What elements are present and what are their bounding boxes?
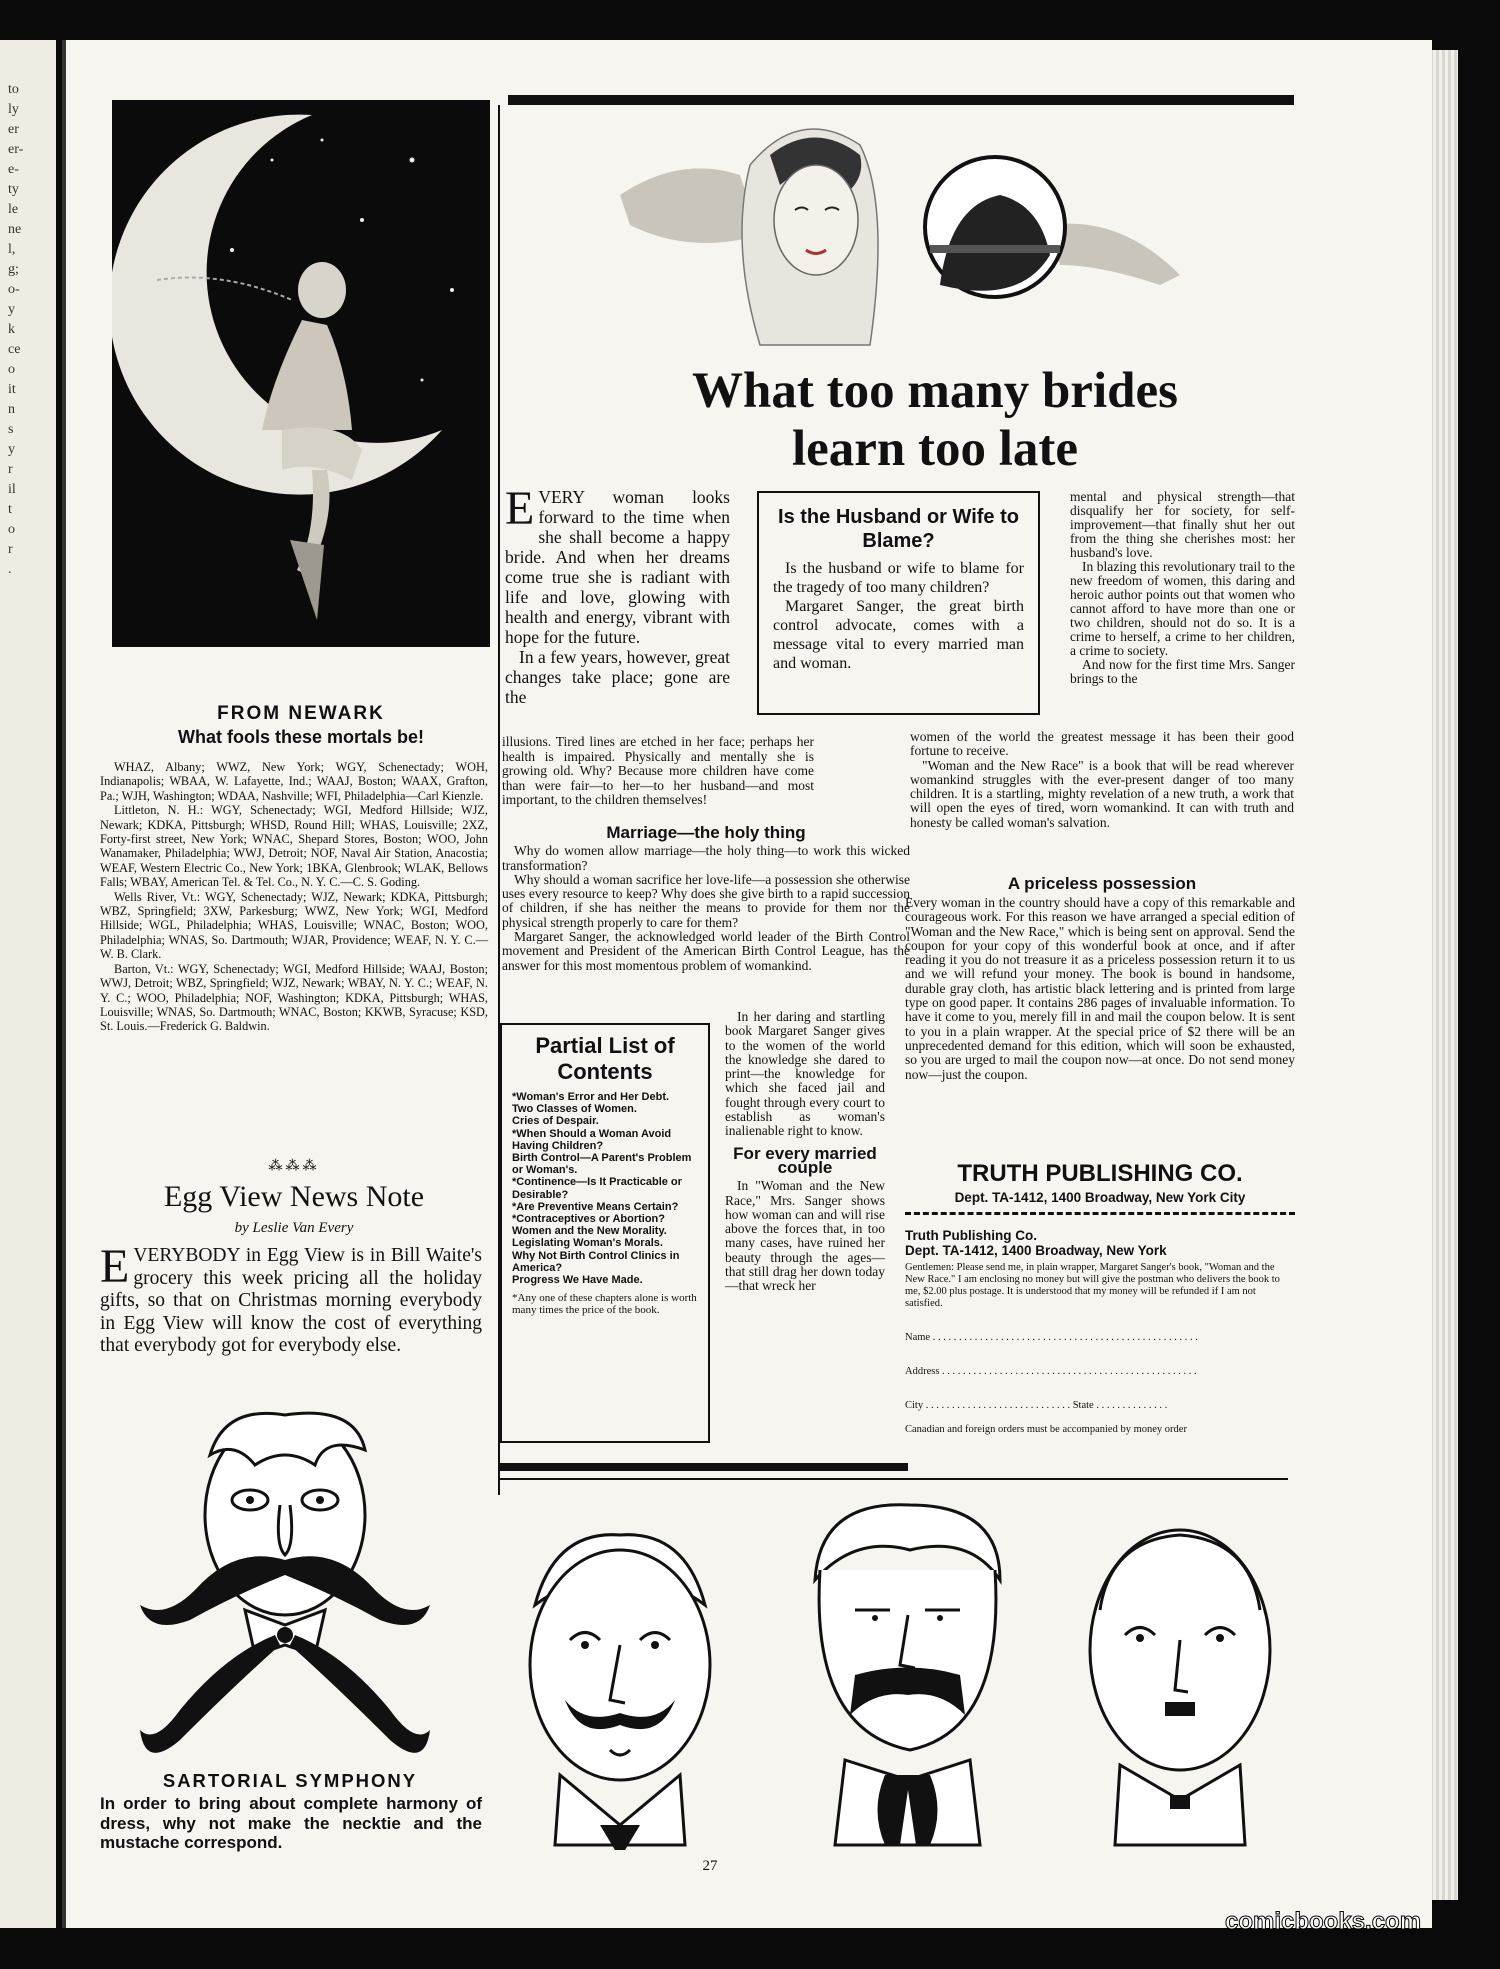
previous-page-fragment: er- [8, 142, 24, 157]
contents-list [512, 1091, 698, 1286]
ad-top-rule [508, 95, 1294, 105]
contents-item: Birth Control—A Parent's Problem or Woman's. [512, 1152, 692, 1177]
egg-view-article [100, 1240, 482, 1358]
ad-headline-line: learn too late [791, 421, 1079, 477]
coupon-footer: Canadian and foreign orders must be accompanied by money order [905, 1424, 1187, 1435]
order-coupon[interactable] [905, 1228, 1295, 1436]
ad-headline [560, 362, 1310, 478]
small-mustache-cartoon [1080, 1520, 1280, 1850]
previous-page-fragment: o [8, 522, 15, 537]
address-label: Address [905, 1366, 940, 1377]
crescent-moon-image [112, 100, 490, 647]
previous-page-fragment: er [8, 122, 19, 137]
drop-cap: E [505, 482, 535, 535]
ad-paragraph: In blazing this revolutionary trail to the new freedom of women, this daring and heroic author points out that women who cannot afford to have more than one or two children, should not do so. It is a crime to herself, a crime to her children, a crime to society. [1070, 559, 1295, 658]
contents-item: Cries of Despair. [512, 1115, 599, 1128]
previous-page-fragments [8, 80, 52, 580]
coupon-company: Truth Publishing Co. [905, 1228, 1037, 1243]
name-label: Name [905, 1332, 931, 1343]
pointed-mustache-cartoon [515, 1525, 725, 1855]
contents-footnote: *Any one of these chapters alone is worth many times the price of the book. [512, 1292, 697, 1317]
ad-column-right-mid [910, 730, 1294, 830]
ad-paragraph: Why should a woman sacrifice her love-life—a possession she otherwise uses every resource to keep? Why does she give birth to a rapid succession of children, if she has neither the means to provide for them nor the physical strength properly to care for them? [502, 871, 910, 930]
sartorial-symphony-title: SARTORIAL SYMPHONY [162, 1770, 418, 1791]
ad-paragraph: And now for the first time Mrs. Sanger brings to the [1070, 657, 1295, 686]
ad-intro [505, 482, 730, 707]
priceless-paragraph: Every woman in the country should have a copy of this remarkable and courageous work. For this reason we have arranged a special edition of "Woman and the New Race," which is being sent on approval. Send the coupon for your copy of this wonderful book at once, and if after reading it you do not treasure it as a priceless possession return it to us and we will refund your money. The book is bound in handsome, durable gray cloth, has artistic black lettering and is printed from large type on good paper. It contains 286 pages of invaluable information. To have it come to you, merely fill in and mail the coupon below. It is sent to you in a plain wrapper. At the special price of $2 there will be an unprecedented demand for this edition, which will soon be exhausted, so you are urged to mail the coupon now—at once. Do not send money now—just the coupon. [905, 895, 1295, 1082]
moon-caption-title: FROM NEWARK [217, 703, 385, 724]
contents-title: Partial List of Contents [535, 1033, 675, 1084]
previous-page-fragment: le [8, 202, 19, 217]
walrus-mustache-cartoon [800, 1490, 1015, 1850]
previous-page-fragment: ne [8, 222, 22, 237]
contents-item: *Woman's Error and Her Debt. [512, 1091, 670, 1103]
marriage-subhead: Marriage—the holy thing [606, 823, 806, 842]
mustache-man-cartoon [135, 1395, 445, 1770]
ad-paragraph: mental and physical strength—that disqualify her for society, for self-improvement—that finally shut her out from the thing she cherishes most: her husband's love. [1070, 489, 1295, 560]
moon-caption-subtitle: What fools these mortals be! [177, 727, 425, 747]
previous-page-fragment: il [8, 482, 16, 497]
previous-page-fragment: to [8, 82, 19, 97]
contents-item: Two Classes of Women. [512, 1103, 637, 1116]
ad-marriage-section [502, 822, 910, 973]
contents-item: Progress We Have Made. [512, 1274, 643, 1287]
ad-headline-line: What too many brides [692, 363, 1178, 419]
moon-illustration [112, 100, 490, 647]
previous-page-fragment: y [8, 302, 15, 317]
previous-page-edge [0, 40, 56, 1928]
previous-page-fragment: it [8, 382, 16, 397]
couple-subhead: For every married couple [733, 1143, 877, 1177]
contents-item: Why Not Birth Control Clinics in America? [512, 1249, 680, 1274]
city-state-field[interactable]: City . . . . . . . . . . . . . . . . . . . . . . . . . . . . State . . . . . . . . . . . . . . [905, 1400, 1168, 1411]
previous-page-fragment: g; [8, 262, 19, 277]
ad-paragraph: "Woman and the New Race" is a book that will be read wherever womankind struggles with the ever-present danger of too many children. It is a startling, mighty revelation of a new truth, a work that will open the eyes of tired, worn womankind. It can with truth and honesty be called woman's salvation. [910, 757, 1294, 830]
site-watermark: comicbooks.com [1225, 1908, 1422, 1935]
city-label: City [905, 1400, 924, 1411]
contents-item: Women and the New Morality. [512, 1225, 667, 1238]
drop-cap: E [100, 1240, 130, 1293]
ad-paragraph: women of the world the greatest message it has been their good fortune to receive. [910, 729, 1294, 759]
station-paragraph: Wells River, Vt.: WGY, Schenectady; WJZ, Newark; KDKA, Pittsburgh; WBZ, Springfield; 3XW, Parkesburg; WWZ, New York; WGI, Medford Hillside; WGL, Philadelphia; WHAS, Louisville; WNAC, Boston; WOO, Philadelphia; WNAS, So. Dartmouth; WJAR, Providence; WEAF, N. Y. C.—W. B. Clark. [100, 889, 488, 962]
state-label: State [1072, 1400, 1094, 1411]
ad-illusions-paragraph: illusions. Tired lines are etched in her face; perhaps her health is impaired. Physically and mentally she is growing old. Why? Because more children have come than were fair—to her—to her husband—and most important, to the children themselves! [502, 734, 814, 807]
contents-item: *Continence—Is It Practicable or Desirable? [512, 1176, 682, 1201]
ad-paragraph: In her daring and startling book Margaret Sanger gives to the women of the world the knowledge she dared to print—the knowledge for which she faced jail and fought through every court to establish as woman's inalienable right to know. [725, 1009, 885, 1139]
station-paragraph: Barton, Vt.: WGY, Schenectady; WGI, Medford Hillside; WAAJ, Boston; WWJ, Detroit; WBZ, Springfield; WJZ, Newark; WBAY, N. Y. C.; WEAF, N. Y. C.; WOO, Philadelphia; NOF, Washington; KDKA, Pittsburgh; WHAS, Louisville; WNAS, So. Dartmouth; WNAC, Boston; KKWB, Syracuse; KSD, St. Louis.—Frederick G. Baldwin. [100, 961, 488, 1034]
previous-page-fragment: n [8, 402, 15, 417]
contents-item: Legislating Woman's Morals. [512, 1237, 663, 1250]
previous-page-fragment: o [8, 362, 15, 377]
previous-page-fragment: k [8, 322, 15, 337]
coupon-cut-line [905, 1212, 1295, 1215]
previous-page-fragment: y [8, 442, 15, 457]
newark-station-list [100, 760, 488, 1034]
station-paragraph: WHAZ, Albany; WWZ, New York; WGY, Schenectady; WOH, Indianapolis; WBAA, W. Lafayette, Ind.; WAAJ, Boston; WAAX, Grafton, Pa.; WJH, Washington; WDAA, Nashville; WFI, Philadelphia—Carl Kienzle. [100, 760, 488, 803]
egg-view-body: VERYBODY in Egg View is in Bill Waite's grocery this week pricing all the holiday gifts, so that on Christmas morning everybody in Egg View will know the cost of everything that everybody got for everybody else. [100, 1245, 482, 1356]
ad-bottom-rule [498, 1463, 908, 1471]
husband-box-paragraph: Is the husband or wife to blame for the tragedy of too many children? [773, 560, 1024, 596]
previous-page-fragment: ce [8, 342, 21, 357]
station-paragraph: Littleton, N. H.: WGY, Schenectady; WGI, Medford Hillside; WJZ, Newark; KDKA, Pittsburgh; WHSD, Round Hill; WHAS, Louisville; 2XZ, Forty-first street, New York; WNAC, Shepard Stores, Boston; WOO, John Wanamaker, Philadelphia; WWJ, Detroit; NOF, Naval Air Station, Anacostia; WEAF, Western Electric Co., New York; 1BKA, Glenbrook; WLAK, Bellows Falls; WBAY, American Tel. & Tel. Co., N. Y. C.—C. S. Goding. [100, 803, 488, 890]
address-field[interactable]: Address . . . . . . . . . . . . . . . . . . . . . . . . . . . . . . . . . . . . . . . . . . . . . . . . . [905, 1366, 1197, 1377]
publisher-name: TRUTH PUBLISHING CO. [957, 1160, 1243, 1187]
previous-page-fragment: t [8, 502, 12, 517]
contents-box [500, 1023, 710, 1443]
contents-item: *When Should a Woman Avoid Having Children? [512, 1127, 672, 1152]
contents-item: *Are Preventive Means Certain? [512, 1200, 679, 1213]
husband-wife-box [757, 491, 1040, 715]
husband-box-title: Is the Husband or Wife to Blame? [778, 506, 1019, 552]
previous-page-fragment: ly [8, 102, 19, 117]
ad-narrow-column [725, 1010, 885, 1294]
previous-page-fragment: r [8, 542, 13, 557]
previous-page-fragment: r [8, 462, 13, 477]
page-number: 27 [702, 1858, 718, 1874]
egg-view-title: Egg View News Note [163, 1180, 425, 1213]
ad-intro-text-2: In a few years, however, great changes take place; gone are the [505, 647, 730, 707]
publisher-address: Dept. TA-1412, 1400 Broadway, New York City [954, 1190, 1246, 1205]
sartorial-symphony-caption: In order to bring about complete harmony of dress, why not make the necktie and the mustache correspond. [100, 1794, 482, 1852]
ad-bottom-line [498, 1478, 1288, 1480]
previous-page-fragment: o- [8, 282, 20, 297]
priceless-subhead: A priceless possession [1007, 874, 1197, 893]
coupon-address: Dept. TA-1412, 1400 Broadway, New York [905, 1243, 1167, 1258]
egg-view-byline: by Leslie Van Every [234, 1220, 354, 1236]
ad-column-right-top [1070, 490, 1295, 686]
section-divider: ⁂⁂⁂ [268, 1159, 320, 1174]
bride-illustration [620, 115, 1190, 355]
previous-page-fragment: l, [8, 242, 16, 257]
previous-page-fragment: e- [8, 162, 19, 177]
ad-paragraph: Why do women allow marriage—the holy thing—to work this wicked transformation? [502, 843, 910, 873]
previous-page-fragment: s [8, 422, 14, 437]
contents-item: *Contraceptives or Abortion? [512, 1213, 665, 1226]
husband-box-paragraph: Margaret Sanger, the great birth control advocate, comes with a message vital to every married man and woman. [773, 598, 1024, 672]
ad-paragraph: In "Woman and the New Race," Mrs. Sanger shows how woman can and will rise above the forces that, in too many cases, have ruined her beauty through the ages—that still drag her down today—that wreck her [725, 1178, 885, 1294]
ad-intro-text: VERY woman looks forward to the time when she shall become a happy bride. And when her dreams come true she is radiant with life and love, glowing with health and energy, vibrant with hope for the future. [505, 487, 730, 647]
ad-paragraph: Margaret Sanger, the acknowledged world leader of the Birth Control movement and President of the American Birth Control League, has the answer for this most momentous problem of womankind. [502, 929, 910, 973]
previous-page-fragment: . [8, 562, 12, 577]
previous-page-fragment: ty [8, 182, 19, 197]
coupon-text: Gentlemen: Please send me, in plain wrapper, Margaret Sanger's book, "Woman and the New Race." I am enclosing no money but will give the postman who delivers the book to me, $2.00 plus postage. It is understood that my money will be refunded if I am not satisfied. [905, 1262, 1280, 1309]
name-field[interactable]: Name . . . . . . . . . . . . . . . . . . . . . . . . . . . . . . . . . . . . . . . . . . . . . . . . . . . [905, 1332, 1198, 1343]
